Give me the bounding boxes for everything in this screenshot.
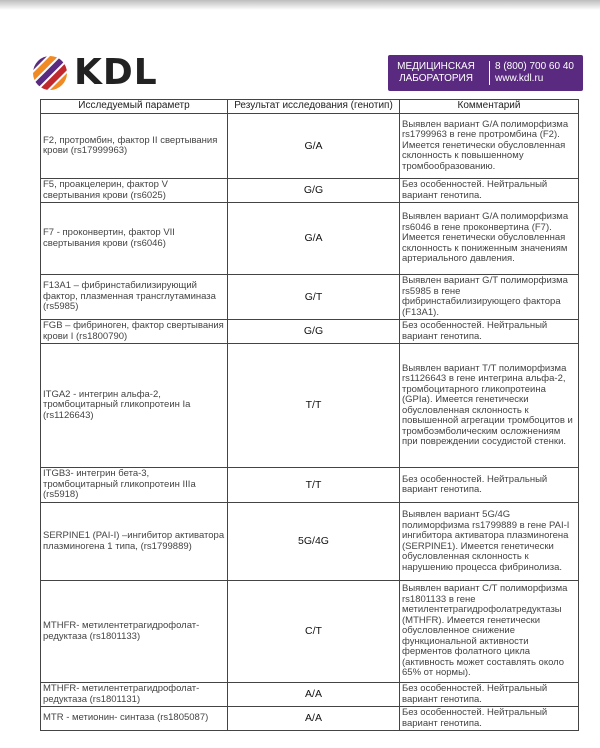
row-result: A/A xyxy=(228,707,400,731)
row-parameter: MTHFR- метилентетрагидрофолат-редуктаза (rs1801133) xyxy=(41,581,228,683)
table-row xyxy=(41,707,579,731)
row-comment: Выявлен вариант G/T полиморфизма rs5985 в гене фибринстабилизирующего фактора (F13A1). xyxy=(400,275,579,320)
row-result: G/G xyxy=(228,320,400,344)
row-parameter: F7 - проконвертин, фактор VII свертывания крови (rs6046) xyxy=(41,203,228,275)
row-result: 5G/4G xyxy=(228,503,400,581)
table-row xyxy=(41,114,579,179)
table-row xyxy=(41,203,579,275)
row-parameter: F5, проакцелерин, фактор V свертывания крови (rs6025) xyxy=(41,179,228,203)
row-parameter: ITGA2 - интегрин альфа-2, тромбоцитарный гликопротеин Ia (rs1126643) xyxy=(41,344,228,468)
logo-text: KDL xyxy=(74,52,158,93)
table-row xyxy=(41,320,579,344)
row-parameter: ITGB3- интегрин бета-3, тромбоцитарный гликопротеин IIIa (rs5918) xyxy=(41,468,228,503)
row-result: T/T xyxy=(228,468,400,503)
table-row xyxy=(41,503,579,581)
top-edge-shadow xyxy=(0,0,600,10)
row-result: T/T xyxy=(228,344,400,468)
website-link: www.kdl.ru xyxy=(495,73,544,84)
row-parameter: MTR - метионин- синтаза (rs1805087) xyxy=(41,707,228,731)
row-comment: Без особенностей. Нейтральный вариант генотипа. xyxy=(400,320,579,344)
row-result: A/A xyxy=(228,683,400,707)
row-comment: Выявлен вариант C/T полиморфизма rs1801133 в гене метилентетрагидрофолатредуктазы (MTHFR). Имеется генетически обусловленное снижение функциональной активности ферментов фолатного цикла (активность может составлять около 65% от нормы). xyxy=(400,581,579,683)
row-comment: Без особенностей. Нейтральный вариант генотипа. xyxy=(400,707,579,731)
banner-separator xyxy=(489,61,490,85)
table-header-row xyxy=(41,100,579,114)
row-parameter: FGB – фибриноген, фактор свертывания крови I (rs1800790) xyxy=(41,320,228,344)
table-row xyxy=(41,683,579,707)
row-result: G/A xyxy=(228,114,400,179)
banner-contacts xyxy=(495,61,574,85)
row-parameter: F13A1 – фибринстабилизирующий фактор, плазменная трансглутаминаза (rs5985) xyxy=(41,275,228,320)
table-row xyxy=(41,179,579,203)
phone-number: 8 (800) 700 60 40 xyxy=(495,61,574,72)
header-parameter: Исследуемый параметр xyxy=(41,100,228,114)
table-row xyxy=(41,275,579,320)
row-comment: Выявлен вариант 5G/4G полиморфизма rs1799889 в гене PAI-I ингибитора активатора плазминогена (SERPINE1). Имеется генетически обусловленная склонность к нарушению процесса фибринолиза. xyxy=(400,503,579,581)
row-parameter: F2, протромбин, фактор II свертывания крови (rs17999963) xyxy=(41,114,228,179)
contact-banner xyxy=(388,55,583,91)
row-result: C/T xyxy=(228,581,400,683)
results-table xyxy=(40,99,579,731)
table-row xyxy=(41,344,579,468)
header-result: Результат исследования (генотип) xyxy=(228,100,400,114)
banner-title: МЕДИЦИНСКАЯ ЛАБОРАТОРИЯ xyxy=(397,61,475,84)
header-comment: Комментарий xyxy=(400,100,579,114)
row-comment: Без особенностей. Нейтральный вариант генотипа. xyxy=(400,683,579,707)
kdl-logo-icon xyxy=(32,55,68,91)
row-result: G/A xyxy=(228,203,400,275)
row-comment: Без особенностей. Нейтральный вариант генотипа. xyxy=(400,468,579,503)
row-comment: Выявлен вариант T/T полиморфизма rs1126643 в гене интегрина альфа-2, тромбоцитарного гликопротеина (GPIa). Имеется генетически обусловленная склонность к повышенной агрегации тромбоцитов и тромбоэмболическим осложнениям при повреждении сосудистой стенки. xyxy=(400,344,579,468)
row-parameter: SERPINE1 (PAI-I) –ингибитор активатора плазминогена 1 типа, (rs1799889) xyxy=(41,503,228,581)
row-comment: Выявлен вариант G/A полиморфизма rs1799963 в гене протромбина (F2). Имеется генетически обусловленная склонность к повышенному тромбообразованию. xyxy=(400,114,579,179)
row-comment: Выявлен вариант G/A полиморфизма rs6046 в гене проконвертина (F7). Имеется генетически обусловленная склонность к пониженным значениям артериального давления. xyxy=(400,203,579,275)
row-result: G/T xyxy=(228,275,400,320)
row-result: G/G xyxy=(228,179,400,203)
table-row xyxy=(41,468,579,503)
row-parameter: MTHFR- метилентетрагидрофолат-редуктаза (rs1801131) xyxy=(41,683,228,707)
row-comment: Без особенностей. Нейтральный вариант генотипа. xyxy=(400,179,579,203)
kdl-logo xyxy=(32,52,158,93)
table-row xyxy=(41,581,579,683)
